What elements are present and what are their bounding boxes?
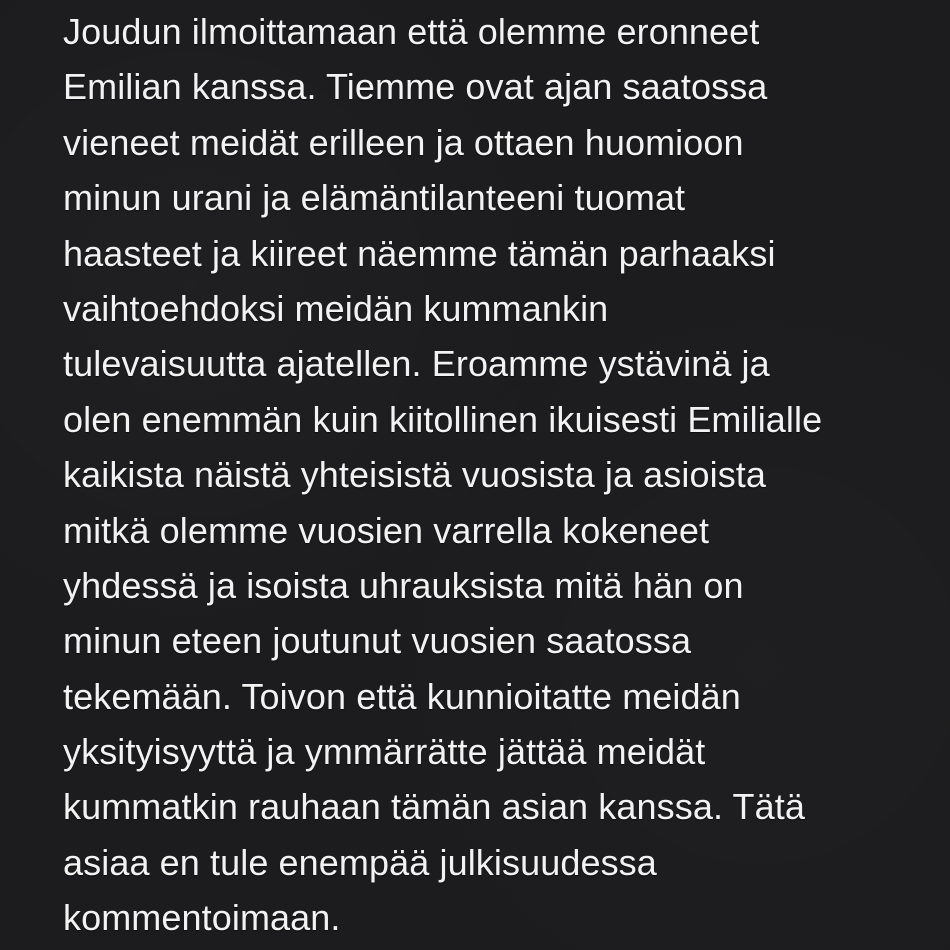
note-line: tulevaisuutta ajatellen. Eroamme ystävinä ja (63, 343, 770, 385)
note-line: Emilian kanssa. Tiemme ovat ajan saatossa (63, 66, 768, 108)
note-body (63, 4, 943, 946)
note-line: haasteet ja kiireet näemme tämän parhaaksi (63, 232, 776, 274)
note-line: yksityisyyttä ja ymmärrätte jättää meidät (63, 731, 706, 773)
note-line: minun urani ja elämäntilanteeni tuomat (63, 177, 686, 219)
note-line: mitkä olemme vuosien varrella kokeneet (63, 509, 710, 551)
note-line: kaikista näistä yhteisistä vuosista ja asioista (63, 454, 767, 496)
note-line: yhdessä ja isoista uhrauksista mitä hän on (63, 564, 744, 606)
note-line: kommentoimaan. (63, 897, 341, 939)
note-line: minun eteen joutunut vuosien saatossa (63, 620, 692, 662)
note-line: asiaa en tule enempää julkisuudessa (63, 841, 657, 883)
note-line: vieneet meidät erilleen ja ottaen huomioon (63, 121, 744, 163)
note-line: tekemään. Toivon että kunnioitatte meidän (63, 675, 741, 717)
note-line: Joudun ilmoittamaan että olemme eronneet (63, 11, 760, 52)
note-line: olen enemmän kuin kiitollinen ikuisesti Emilialle (63, 398, 823, 440)
note-line: kummatkin rauhaan tämän asian kanssa. Tätä (63, 786, 805, 828)
note-line: vaihtoehdoksi meidän kummankin (63, 287, 609, 329)
